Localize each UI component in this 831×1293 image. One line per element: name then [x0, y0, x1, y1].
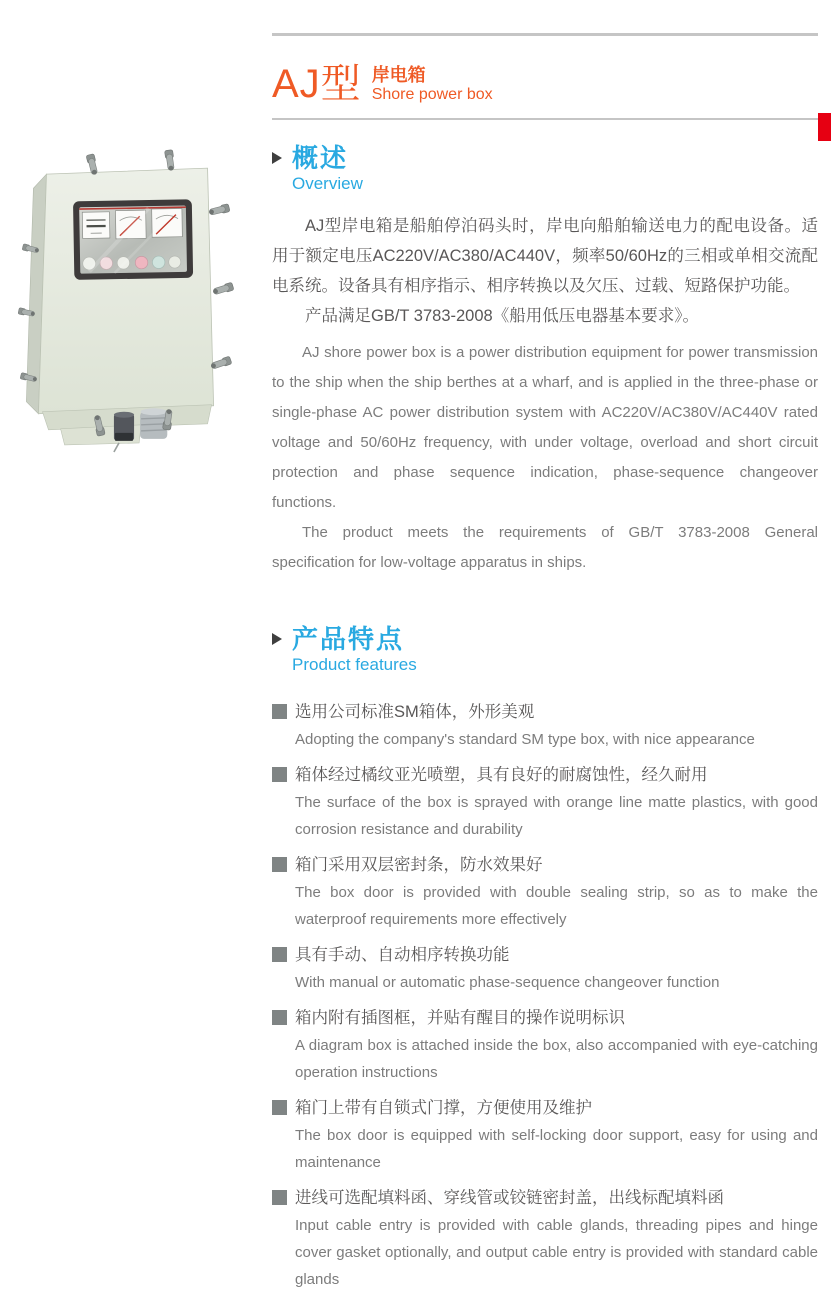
- square-bullet-icon: [272, 767, 287, 782]
- overview-chinese-text: [272, 211, 818, 331]
- latch-top-right: [165, 150, 176, 171]
- overview-title-en: Overview: [292, 174, 818, 194]
- product-name-zh: 岸电箱: [372, 65, 493, 85]
- feature-en: Adopting the company's standard SM type box, with nice appearance: [272, 726, 818, 753]
- feature-en: With manual or automatic phase-sequence changeover function: [272, 969, 818, 996]
- square-bullet-icon: [272, 1010, 287, 1025]
- feature-en: The box door is provided with double sealing strip, so as to make the waterproof requirements more effectively: [272, 879, 818, 933]
- overview-en-paragraph: The product meets the requirements of GB/T 3783-2008 General specification for low-voltage apparatus in ships.: [272, 518, 818, 578]
- top-rule: [272, 33, 818, 36]
- hanging-wire: [114, 443, 119, 452]
- features-title-zh: 产品特点: [292, 624, 818, 654]
- feature-item: [272, 762, 818, 843]
- square-bullet-icon: [272, 704, 287, 719]
- feature-zh: 箱体经过橘纹亚光喷塑，具有良好的耐腐蚀性，经久耐用: [272, 762, 818, 788]
- features-section-heading: [272, 624, 818, 675]
- overview-english-text: [272, 338, 818, 578]
- feature-item: [272, 1005, 818, 1086]
- analog-meter-1: [82, 212, 110, 239]
- feature-en: The surface of the box is sprayed with orange line matte plastics, with good corrosion resistance and durability: [272, 789, 818, 843]
- feature-item: [272, 942, 818, 996]
- overview-zh-paragraph: AJ型岸电箱是船舶停泊码头时，岸电向船舶输送电力的配电设备。适用于额定电压AC220V/AC380/AC440V，频率50/60Hz的三相或单相交流配电系统。设备具有相序指示、相序转换以及欠压、过载、短路保护功能。: [272, 211, 818, 301]
- square-bullet-icon: [272, 1190, 287, 1205]
- title-underline-rule: [272, 118, 818, 120]
- product-photo: [16, 150, 232, 452]
- feature-zh: 箱门上带有自锁式门撑，方便使用及维护: [272, 1095, 818, 1121]
- feature-en: The box door is equipped with self-locking door support, easy for using and maintenance: [272, 1122, 818, 1176]
- feature-zh: 箱门采用双层密封条，防水效果好: [272, 852, 818, 878]
- feature-item: [272, 1095, 818, 1176]
- feature-zh: 进线可选配填料函、穿线管或铰链密封盖，出线标配填料函: [272, 1185, 818, 1211]
- feature-zh: 箱内附有插图框，并贴有醒目的操作说明标识: [272, 1005, 818, 1031]
- latch-right-2: [212, 282, 234, 296]
- overview-zh-paragraph: 产品满足GB/T 3783-2008《船用低压电器基本要求》。: [272, 301, 818, 331]
- analog-meter-3: [152, 209, 183, 238]
- feature-en: Input cable entry is provided with cable glands, threading pipes and hinge cover gasket optionally, and output cable entry is provided with standard cable glands: [272, 1212, 818, 1293]
- product-subname: [372, 65, 493, 106]
- feature-item: [272, 852, 818, 933]
- overview-en-paragraph: AJ shore power box is a power distribution equipment for power transmission to the ship when the ship berthes at a wharf, and is applied in the three-phase or single-phase AC power distribution system with AC220V/AC380V/AC440V rated voltage and 50/60Hz frequency, with under voltage, overload and short circuit protection and phase sequence indication, phase-sequence changeover functions.: [272, 338, 818, 518]
- feature-zh: 选用公司标准SM箱体，外形美观: [272, 699, 818, 725]
- product-name-en: Shore power box: [372, 85, 493, 104]
- section-marker-triangle-icon: [272, 152, 282, 164]
- meter-window: [73, 199, 193, 280]
- overview-title-zh: 概述: [292, 143, 818, 173]
- section-marker-triangle-icon: [272, 633, 282, 645]
- latch-right-3: [210, 356, 232, 370]
- shore-power-box-illustration: [16, 150, 232, 452]
- features-title-en: Product features: [292, 655, 818, 675]
- feature-zh: 具有手动、自动相序转换功能: [272, 942, 818, 968]
- cable-gland-dark: [114, 412, 134, 441]
- page-edge-tab: [818, 113, 831, 141]
- latch-right-1: [208, 204, 230, 217]
- square-bullet-icon: [272, 857, 287, 872]
- square-bullet-icon: [272, 947, 287, 962]
- content-column: [272, 0, 818, 1293]
- feature-list: [272, 699, 818, 1293]
- feature-item: [272, 1185, 818, 1293]
- model-name: AJ型: [272, 62, 362, 106]
- feature-item: [272, 699, 818, 753]
- overview-section-heading: [272, 143, 818, 194]
- square-bullet-icon: [272, 1100, 287, 1115]
- product-title-block: [272, 50, 818, 106]
- feature-en: A diagram box is attached inside the box, also accompanied with eye-catching operation instructions: [272, 1032, 818, 1086]
